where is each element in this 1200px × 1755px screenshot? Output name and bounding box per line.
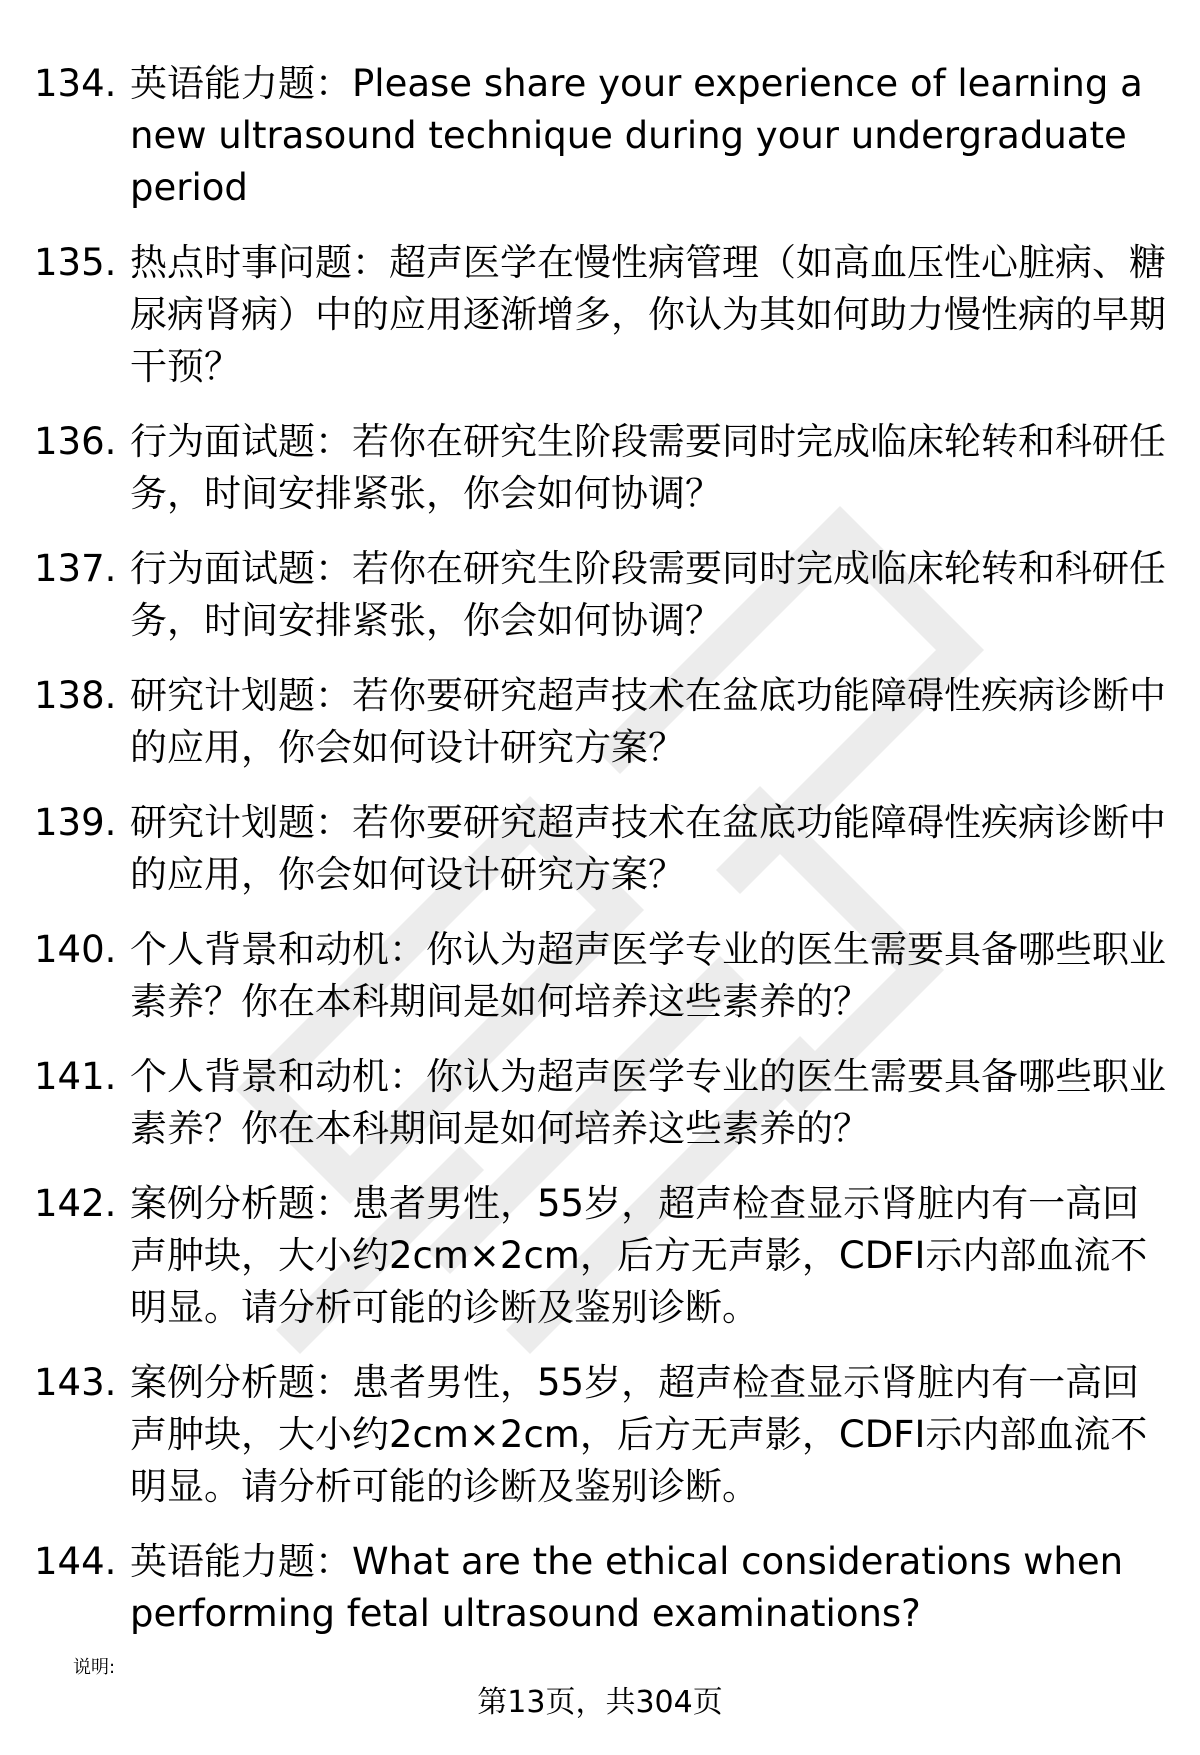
question-text: 个人背景和动机：你认为超声医学专业的医生需要具备哪些职业素养？你在本科期间是如何培养这些素养的？ [130, 1055, 1166, 1150]
question-item [34, 1357, 1174, 1513]
question-number: 144. [34, 1540, 117, 1583]
question-item [34, 1178, 1174, 1334]
question-item [34, 58, 1174, 214]
question-number: 137. [34, 547, 117, 590]
question-number: 135. [34, 241, 117, 284]
question-text: 研究计划题：若你要研究超声技术在盆底功能障碍性疾病诊断中的应用，你会如何设计研究方案？ [130, 674, 1166, 769]
question-number: 142. [34, 1182, 117, 1225]
note-label: 说明: [73, 1657, 116, 1678]
question-number: 138. [34, 674, 117, 717]
question-text: 行为面试题：若你在研究生阶段需要同时完成临床轮转和科研任务，时间安排紧张，你会如何协调？ [130, 547, 1166, 642]
question-number: 139. [34, 801, 117, 844]
question-text: 案例分析题：患者男性，55岁，超声检查显示肾脏内有一高回声肿块，大小约2cm×2cm，后方无声影，CDFI示内部血流不明显。请分析可能的诊断及鉴别诊断。 [130, 1182, 1148, 1329]
question-item [34, 670, 1174, 774]
question-item [34, 1536, 1174, 1640]
question-text: 研究计划题：若你要研究超声技术在盆底功能障碍性疾病诊断中的应用，你会如何设计研究方案？ [130, 801, 1166, 896]
question-text: 英语能力题：Please share your experience of learning a new ultrasound technique during your undergraduate period [130, 62, 1143, 209]
question-list [34, 58, 1174, 1663]
question-number: 136. [34, 420, 117, 463]
question-text: 英语能力题：What are the ethical considerations when performing fetal ultrasound examinations? [130, 1540, 1124, 1635]
question-item [34, 1051, 1174, 1155]
question-number: 140. [34, 928, 117, 971]
question-text: 案例分析题：患者男性，55岁，超声检查显示肾脏内有一高回声肿块，大小约2cm×2cm，后方无声影，CDFI示内部血流不明显。请分析可能的诊断及鉴别诊断。 [130, 1361, 1148, 1508]
question-number: 134. [34, 62, 117, 105]
question-text: 行为面试题：若你在研究生阶段需要同时完成临床轮转和科研任务，时间安排紧张，你会如何协调？ [130, 420, 1166, 515]
question-text: 个人背景和动机：你认为超声医学专业的医生需要具备哪些职业素养？你在本科期间是如何培养这些素养的？ [130, 928, 1166, 1023]
question-item [34, 924, 1174, 1028]
question-item [34, 416, 1174, 520]
question-item [34, 797, 1174, 901]
question-number: 141. [34, 1055, 117, 1098]
question-item [34, 543, 1174, 647]
question-number: 143. [34, 1361, 117, 1404]
page-footer: 第13页，共304页 [477, 1685, 723, 1720]
question-text: 热点时事问题：超声医学在慢性病管理（如高血压性心脏病、糖尿病肾病）中的应用逐渐增多，你认为其如何助力慢性病的早期干预？ [130, 241, 1166, 388]
question-item [34, 237, 1174, 393]
